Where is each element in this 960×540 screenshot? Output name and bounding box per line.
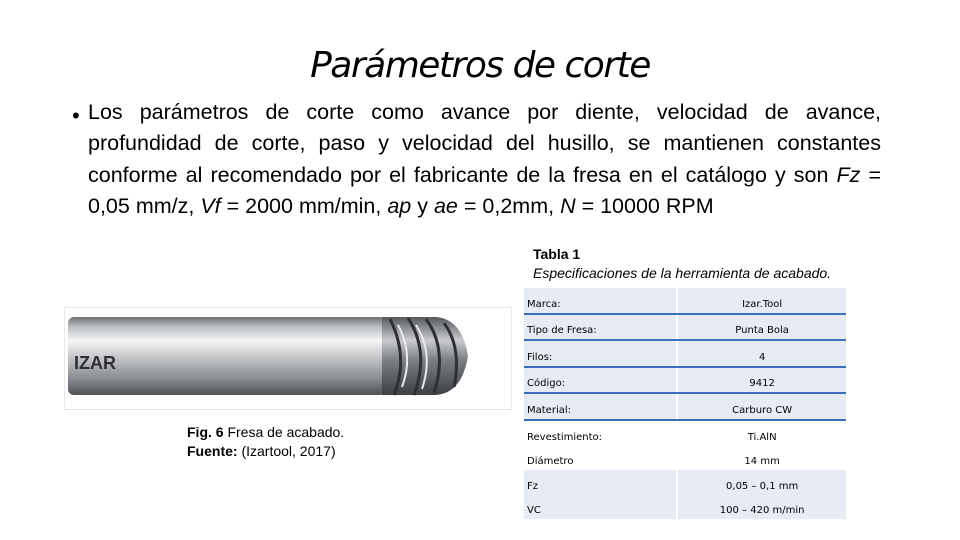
fz-symbol: Fz	[836, 162, 861, 187]
ae-value: = 0,2mm,	[457, 194, 561, 219]
row-key: Filos:	[524, 340, 677, 367]
table-row	[524, 420, 846, 446]
row-key: Marca:	[524, 288, 677, 314]
n-value: = 10000 RPM	[575, 194, 714, 219]
slide-title: Parámetros de corte	[310, 45, 650, 86]
row-key: Material:	[524, 393, 677, 420]
n-symbol: N	[560, 194, 576, 219]
fz-value: = 0,05 mm/z,	[88, 162, 882, 219]
figure-caption-line	[187, 423, 344, 442]
bullet-marker: •	[72, 103, 80, 128]
table-title: Tabla 1	[533, 246, 581, 262]
source-label: Fuente:	[187, 443, 238, 459]
ap-symbol: ap	[387, 194, 412, 219]
table-row	[524, 340, 846, 367]
row-value: 9412	[677, 367, 846, 394]
table-row	[524, 446, 846, 471]
vf-value: = 2000 mm/min,	[220, 194, 388, 219]
figure-text: Fresa de acabado.	[223, 424, 345, 440]
row-value: Izar.Tool	[677, 288, 846, 314]
izar-logo: IZAR	[74, 353, 116, 373]
row-key: Fz	[524, 470, 677, 495]
row-key: Código:	[524, 367, 677, 394]
figure-caption	[187, 423, 344, 461]
spec-table	[524, 288, 846, 519]
row-value: Carburo CW	[677, 393, 846, 420]
figure-source-line	[187, 442, 344, 461]
table-caption: Especificaciones de la herramienta de acabado.	[533, 265, 832, 281]
row-value: 4	[677, 340, 846, 367]
bullet-paragraph	[88, 97, 881, 223]
row-value: 100 – 420 m/min	[677, 495, 846, 520]
row-key: Tipo de Fresa:	[524, 314, 677, 341]
row-key: Diámetro	[524, 446, 677, 471]
row-key: VC	[524, 495, 677, 520]
table-row	[524, 288, 846, 314]
row-value: 0,05 – 0,1 mm	[677, 470, 846, 495]
row-key: Revestimiento:	[524, 420, 677, 446]
paragraph-text: Los parámetros de corte como avance por diente, velocidad de avance, profundidad de corte, paso y velocidad del husillo, se mantienen constantes conforme al recomendado por el fabricante de la fresa en el catálogo y son	[88, 100, 881, 187]
figure-label: Fig. 6	[187, 424, 224, 440]
end-mill-image	[64, 307, 512, 410]
row-value: Ti.AlN	[677, 420, 846, 446]
row-value: Punta Bola	[677, 314, 846, 341]
ae-symbol: ae	[433, 194, 458, 219]
source-text: (Izartool, 2017)	[237, 443, 336, 459]
table-row	[524, 470, 846, 495]
vf-symbol: Vf	[200, 194, 221, 219]
and-text: y	[411, 194, 434, 219]
table-row	[524, 495, 846, 520]
row-value: 14 mm	[677, 446, 846, 471]
table-row	[524, 314, 846, 341]
table-row	[524, 393, 846, 420]
table-row	[524, 367, 846, 394]
